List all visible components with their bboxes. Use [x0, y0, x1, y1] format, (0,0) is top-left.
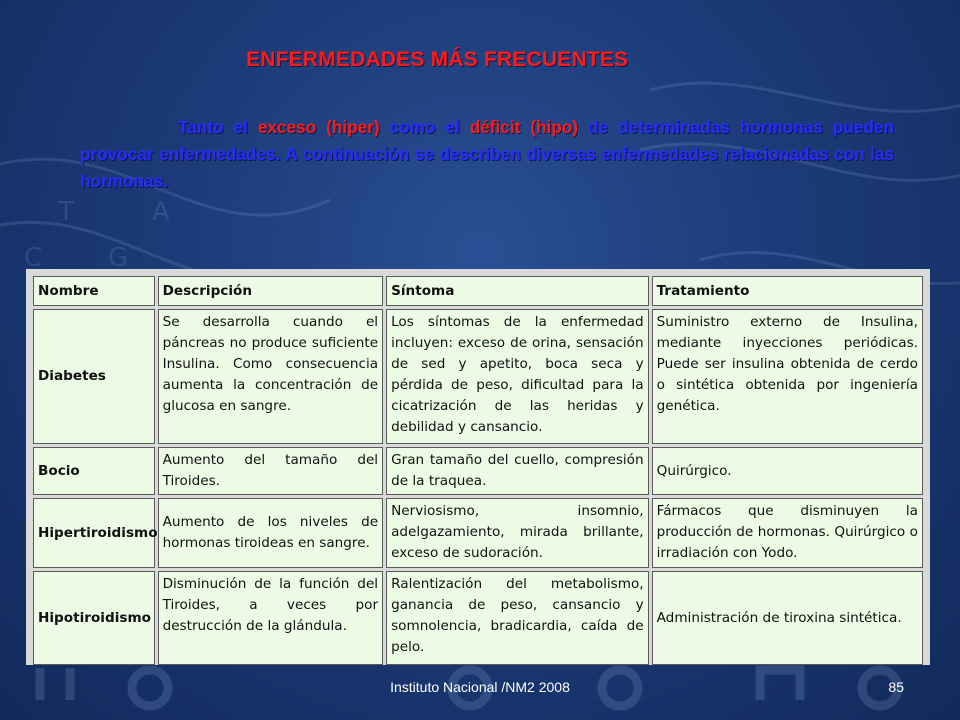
intro-text-3: de determinadas hormonas pueden provocar enfermedades. A continuación se describen diversas enfermedades relacionadas con las hormonas.: [80, 117, 894, 191]
footer-text: Instituto Nacional /NM2 2008: [390, 679, 570, 695]
table-header-row: [33, 276, 923, 306]
disease-table: [30, 273, 926, 668]
page-number: 85: [888, 679, 904, 695]
cell-treatment: Fármacos que disminuyen la producción de hormonas. Quirúrgico o irradiación con Yodo.: [652, 498, 923, 568]
cell-symptom: Gran tamaño del cuello, compresión de la traquea.: [386, 447, 649, 495]
cell-name: Bocio: [33, 447, 155, 495]
svg-text:C: C: [24, 243, 43, 273]
table-row: [33, 447, 923, 495]
slide-title: ENFERMEDADES MÁS FRECUENTES: [246, 48, 629, 71]
cell-name: Hipertiroidismo: [33, 498, 155, 568]
intro-highlight-hypo: déficit (hipo): [469, 117, 579, 137]
svg-text:A: A: [152, 197, 170, 227]
svg-text:G: G: [108, 243, 129, 273]
cell-symptom: Nerviosismo, insomnio, adelgazamiento, mirada brillante, exceso de sudoración.: [386, 498, 649, 568]
cell-symptom: Los síntomas de la enfermedad incluyen: exceso de orina, sensación de sed y apetito, boca seca y pérdida de peso, dificultad para la cicatrización de las heridas y debilidad y cansancio.: [386, 309, 649, 444]
intro-text-1: Tanto el: [178, 117, 258, 137]
intro-highlight-hyper: exceso (hiper): [257, 117, 380, 137]
table-row: [33, 309, 923, 444]
cell-name: Diabetes: [33, 309, 155, 444]
cell-treatment: Suministro externo de Insulina, mediante inyecciones periódicas. Puede ser insulina obtenida de cerdo o sintética obtenida por ingeniería genética.: [652, 309, 923, 444]
disease-table-container: [26, 269, 930, 665]
header-descripcion: Descripción: [158, 276, 384, 306]
cell-treatment: Quirúrgico.: [652, 447, 923, 495]
cell-treatment: Administración de tiroxina sintética.: [652, 571, 923, 665]
table-row: [33, 498, 923, 568]
cell-symptom: Ralentización del metabolismo, ganancia de peso, cansancio y somnolencia, bradicardia, caída de pelo.: [386, 571, 649, 665]
cell-description: Se desarrolla cuando el páncreas no produce suficiente Insulina. Como consecuencia aumenta la concentración de glucosa en sangre.: [158, 309, 384, 444]
intro-paragraph: [80, 114, 894, 195]
cell-description: Aumento de los niveles de hormonas tiroideas en sangre.: [158, 498, 384, 568]
table-row: [33, 571, 923, 665]
svg-text:T: T: [58, 197, 74, 227]
cell-name: Hipotiroidismo: [33, 571, 155, 665]
intro-text-2: como el: [379, 117, 470, 137]
header-tratamiento: Tratamiento: [652, 276, 923, 306]
header-nombre: Nombre: [33, 276, 155, 306]
cell-description: Aumento del tamaño del Tiroides.: [158, 447, 384, 495]
header-sintoma: Síntoma: [386, 276, 649, 306]
cell-description: Disminución de la función del Tiroides, a veces por destrucción de la glándula.: [158, 571, 384, 665]
